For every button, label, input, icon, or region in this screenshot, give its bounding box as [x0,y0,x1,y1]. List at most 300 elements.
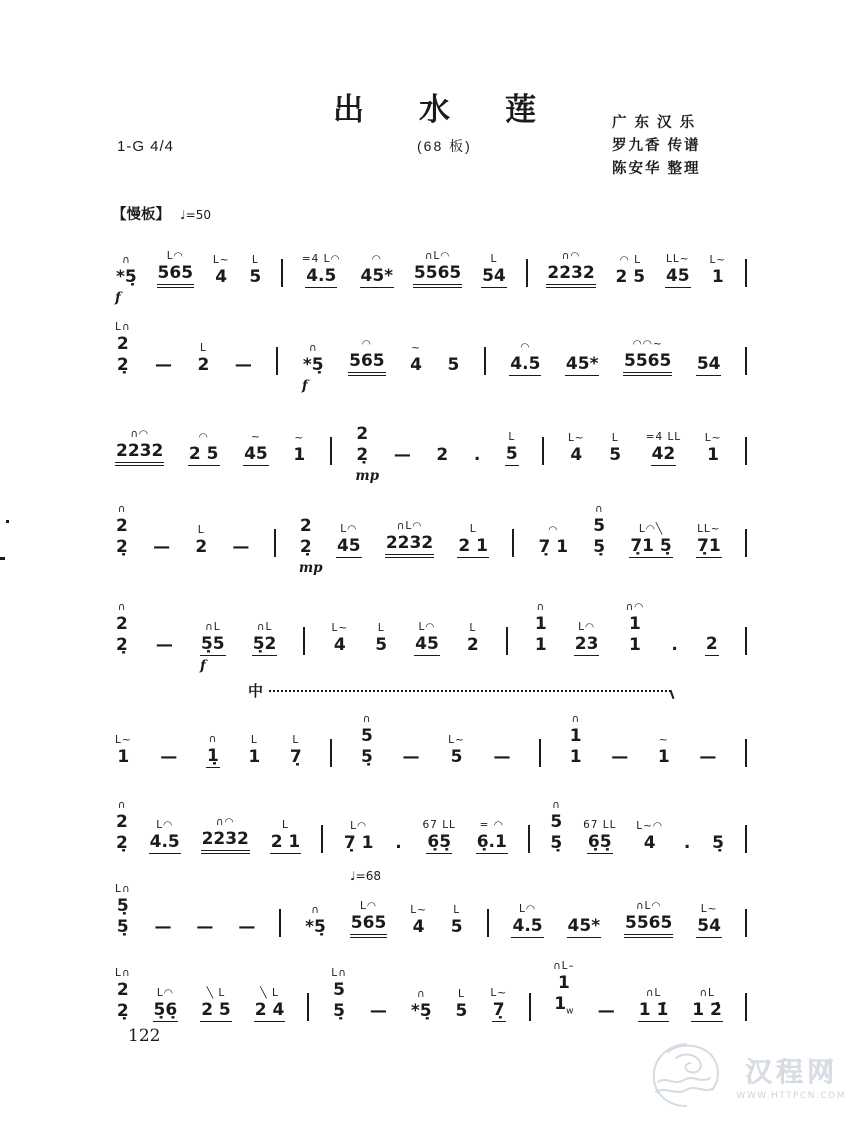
barline [303,627,305,656]
note-number: 4 [643,833,656,853]
note-number: 5 [249,267,262,287]
note-group [583,818,616,854]
note-number: 4 [333,635,346,655]
note-number: 5 [450,917,463,937]
note-group [511,902,543,938]
barline [526,259,528,288]
note-number: 1̣ [206,746,219,766]
note-group [115,882,131,938]
note-group [270,818,302,854]
chord-upper-note [115,966,131,1001]
note-number: 5̣ [550,833,563,853]
note-number: 4.5 [512,916,543,936]
ornament-annotation: ∩ [208,733,218,745]
dynamic-marking: f [115,290,121,306]
note-group [414,620,440,656]
ornament-annotation: ∩ [308,342,318,354]
section-tempo-label: 【慢板】 [112,207,170,223]
note-number: 7̣ 1 [538,537,569,557]
note-group [304,903,327,938]
note-number: — [597,1001,615,1021]
note-group [348,337,386,376]
note-group [592,502,606,558]
barline-stroke [279,909,281,937]
note-number: 42 [651,444,676,464]
score-system-8 [115,852,747,938]
barline-stroke [745,529,747,557]
note-group [343,819,375,854]
ornament-annotation: ∩ [571,713,580,725]
note-number: 5 [361,726,373,746]
note-number: 1 [534,635,547,655]
ornament-annotation: L∩ [115,967,131,979]
note-group [546,249,595,288]
note-group [194,523,208,558]
note-group [153,986,179,1022]
credit-line-transmitter: 罗九香 传谱 [612,138,701,154]
barline [542,437,544,466]
ornament-annotation: L [251,254,259,266]
note-number: *5̣ [302,355,324,375]
ornament-annotation: L~ [709,254,727,266]
credit-line-origin: 广 东 汉 乐 [612,115,697,131]
note-group [213,253,230,288]
note-number: 5̣6̣ [153,1000,178,1020]
ornament-annotation: ∩L◠ [635,900,662,912]
note-group [450,903,464,938]
note-group [302,252,341,288]
note-number: 5565 [413,263,462,288]
note-group [298,516,323,576]
ornament-annotation: L◠╲ [638,523,664,535]
note-number: 6̣5̣ [427,832,452,852]
ornament-annotation: ∩ [416,988,426,1000]
note-group [199,620,226,674]
middle-section-label: 中 [248,683,264,700]
note-number: 5 [375,635,388,655]
note-number: 1 [117,747,130,767]
note-number: 565 [157,263,195,288]
note-number: 5̣ [333,1001,345,1021]
ornament-annotation: L [469,523,477,535]
note-group [289,733,303,768]
note-number: 2 [116,980,129,1000]
chord-upper-note [331,966,347,1001]
note-number: 1 [711,267,724,287]
chord-upper-note [360,712,374,747]
ornament-annotation: L~ [331,622,349,634]
barline-stroke [542,437,544,465]
note-group [698,747,717,768]
ornament-annotation: L∩ [115,321,131,333]
note-number: 1 [569,726,582,746]
note-group [623,337,672,376]
note-group [567,916,602,938]
note-group [234,355,253,376]
barline [279,909,281,938]
barline [281,259,283,288]
note-group [243,430,269,466]
barline-stroke [274,529,276,557]
key-signature: 1-G 4/4 [117,138,175,155]
barline [307,993,309,1022]
ornament-annotation: ∩ [117,799,127,811]
chord-upper-note [115,600,129,635]
note-number: 1 [628,635,641,655]
ornament-annotation: ∩L [256,621,273,633]
note-number: 565 [350,913,388,938]
note-number: 2 [466,635,479,655]
dynamic-marking: f [199,658,206,674]
note-number: 2232 [115,441,164,466]
ornament-annotation: ∩ [311,904,320,916]
note-group [115,966,131,1022]
note-number: 1 [534,614,547,634]
scan-speck [0,557,5,560]
note-number: 2̣ [116,537,128,557]
note-group [705,634,719,656]
note-group [374,621,388,656]
note-group [153,917,172,938]
note-group [350,899,388,938]
note-group [394,833,402,854]
barline-stroke [745,993,747,1021]
note-number: . [671,635,678,655]
note-group [410,903,427,938]
ornament-annotation: L [453,904,461,916]
chord-upper-note [115,502,129,537]
note-number: 6̣5̣ [587,832,612,852]
barline [276,347,278,376]
ornament-annotation: ∩◠ [625,601,645,613]
ornament-annotation: ∩L– [552,959,575,972]
barline-stroke [512,529,514,557]
note-group [410,987,433,1022]
chord-upper-note [355,424,369,445]
note-number: 2 [195,537,208,557]
ornament-annotation: L◠ [340,523,358,535]
note-number: 5̣2 [252,634,277,654]
note-group [292,431,306,466]
note-number: . [395,833,402,853]
barline-stroke [484,347,486,375]
ornament-annotation: =4 L◠ [301,253,341,265]
note-number: — [160,747,178,767]
note-group [115,798,129,854]
barline-stroke [487,909,489,937]
ornament-annotation: L◠ [519,903,537,915]
ornament-annotation: L [377,622,385,634]
note-group [568,431,585,466]
chord-upper-note [569,712,583,747]
note-number: 5 [593,516,606,536]
note-number: 1 [657,747,670,767]
barline [529,993,531,1022]
note-number: 2 1 [458,536,488,556]
ornament-annotation: L [250,734,258,746]
note-number: 4 [215,267,228,287]
ornament-annotation: ∩ [117,601,127,613]
ornament-annotation: ∩ [552,799,561,811]
barline-stroke [745,909,747,937]
note-number: 6̣.1 [476,832,507,852]
barline-stroke [526,259,528,287]
barline-stroke [528,825,530,853]
barline-stroke [745,437,747,465]
note-group [638,986,670,1022]
note-group [473,445,481,466]
credit-line-arranger: 陈安华 整理 [612,161,701,177]
note-group [665,252,691,288]
ornament-annotation: L [508,431,516,443]
ornament-annotation: ~ [251,431,261,443]
ornament-annotation: ∩L [699,987,715,999]
note-number: 4.5 [306,266,337,286]
barline [745,909,747,938]
barline-stroke [307,993,309,1021]
note-number: . [683,833,691,853]
ornament-annotation: L [197,524,205,536]
barline [745,347,747,376]
note-number: 1 2̇ [692,1000,722,1020]
note-number: 5 [505,444,518,464]
ornament-annotation: L~ [700,903,718,915]
note-number: 2 1 [270,832,301,852]
bpm-label: ♩=50 [180,208,211,222]
barline [330,739,332,768]
ornament-annotation: L~ [567,432,585,444]
barline-stroke [745,739,747,767]
note-number: 2 [116,334,129,354]
barline [745,259,747,288]
watermark-site-url: WWW.HTTPCN.COM [736,1090,846,1101]
barline [506,627,508,656]
score-system-4 [115,472,747,576]
barline-stroke [330,739,332,767]
barline [745,437,747,466]
ornament-annotation: ~ [411,342,421,354]
note-number: 5̣ [116,917,129,937]
ornament-annotation: ∩ [122,254,131,266]
ornament-annotation: ◠ [198,431,209,443]
ornament-annotation: L◠ [578,621,596,633]
ornament-annotation: ◠ [520,341,531,353]
note-number: 1 1̇ [638,1000,669,1020]
ornament-annotation: ~ [658,734,669,746]
note-group [197,341,211,376]
note-number: 2 [299,516,312,536]
note-number: 2̣ [116,833,128,853]
ornament-annotation: 67 LL [583,819,617,831]
note-number: 5 [450,747,463,767]
note-group [115,320,131,376]
note-number: 45* [567,916,601,936]
note-group [549,798,563,854]
ornament-annotation: ∩L [645,987,662,999]
note-group [455,987,469,1022]
note-number: 5̣ [116,896,129,916]
ornament-annotation: L~ [410,904,427,916]
bpm-label-2: ♩=68 [350,869,381,883]
note-number: 2232 [385,533,434,558]
note-number: 5̣ [712,833,724,853]
barline [745,825,747,854]
note-group [696,522,722,558]
ornament-annotation: ∩ [594,503,604,515]
note-number: 2232 [201,829,250,854]
note-number: 2 [116,812,128,832]
note-number: 2 [436,445,449,465]
note-group [476,818,508,854]
ornament-annotation: L~ [448,734,465,746]
note-number: 5̣ [361,747,373,767]
barline-stroke [745,347,747,375]
barline [321,825,323,854]
ornament-annotation: ∩L◠ [424,250,451,262]
note-number: 1 [707,445,719,465]
note-number: 45* [360,266,394,286]
ornament-annotation: L [490,253,498,265]
chord-upper-note [115,798,129,833]
barline-stroke [506,627,508,655]
note-number: — [155,355,173,375]
note-number: — [232,537,250,557]
note-group [336,522,362,558]
note-group [360,252,395,288]
ornament-annotation: 67 LL [422,819,456,831]
note-number: 4.5 [149,832,180,852]
note-group [696,354,722,376]
ornament-annotation: ∩◠ [130,428,150,440]
note-group [115,502,129,558]
note-number: 2 [356,424,369,444]
note-group [636,819,663,854]
ornament-annotation: =4 LL [645,431,682,443]
note-group [625,600,644,656]
ornament-annotation: L [292,734,300,746]
note-group [301,341,325,394]
page-title: 出水莲 [333,92,591,127]
ornament-suffix: w [566,1006,574,1016]
note-number: 1 [628,614,641,634]
note-group [393,445,412,466]
note-number: 2 5 [201,1000,231,1020]
ornament-annotation: ~ [294,432,305,444]
note-group [615,253,647,288]
ornament-annotation: = ◠ [479,819,504,831]
note-number: 2̣ [116,355,129,375]
note-group [157,249,195,288]
barline-stroke [303,627,305,655]
note-number: *5̣ [305,917,326,937]
note-number: 5 [447,355,460,375]
note-number: 1 [293,445,306,465]
ornament-annotation: L~ [212,254,230,266]
note-number: 5̣ [593,537,606,557]
chord-upper-note [549,798,563,833]
note-group [696,902,722,938]
score-system-3 [115,380,747,484]
score-system-6 [115,682,747,768]
ornament-annotation: ∩◠ [215,816,235,828]
note-number: 5 [333,980,345,1000]
note-number: — [402,747,420,767]
note-group [657,733,671,768]
note-number: 45 [415,634,439,654]
note-group [254,986,286,1022]
note-group [188,430,220,466]
note-group [691,986,723,1022]
note-group [155,635,174,656]
note-group [332,621,349,656]
page-number: 122 [128,1026,161,1046]
barline [274,529,276,558]
barline-stroke [745,627,747,655]
credits-block [612,112,701,181]
note-number: 5565 [623,351,672,376]
note-group [159,747,178,768]
note-number: *5̣ [410,1001,432,1021]
note-group [553,959,575,1022]
ornament-annotation: L◠ [156,987,174,999]
note-group [355,424,380,484]
note-number: 2 [116,516,128,536]
ornament-annotation: ◠ [361,338,372,350]
note-number: 4 [570,445,583,465]
barline [330,437,332,466]
note-number: — [369,1001,387,1021]
barline [484,347,486,376]
note-group [154,355,173,376]
note-group [705,431,722,466]
chord-upper-note [625,600,644,635]
ornament-annotation: ∩L◠ [396,520,423,532]
note-number: 7̣1 [696,536,721,556]
note-number: 7̣1 5̣ [630,536,672,556]
note-group [200,986,232,1022]
note-group [237,917,256,938]
ornament-annotation: ∩ [117,503,127,515]
note-group [201,815,250,854]
barline [745,529,747,558]
ornament-annotation: ∩◠ [561,250,581,262]
barline-stroke [529,993,531,1021]
ornament-annotation: L [200,342,207,354]
note-number: 2 [705,634,718,654]
barline-stroke [539,739,541,767]
note-number: 1 [248,747,261,767]
note-number: 2̣ [299,537,312,557]
ornament-annotation: L [469,622,477,634]
ornament-annotation: L~◠ [636,820,664,832]
note-number: 54 [482,266,506,286]
note-group [409,341,423,376]
barline-stroke [745,259,747,287]
barline-stroke [276,347,278,375]
note-group [709,253,726,288]
ornament-annotation: ╲ L [260,987,279,999]
note-group [152,537,171,558]
chord-upper-note [299,516,313,537]
barline-stroke [745,825,747,853]
note-number: — [153,537,171,557]
note-number: 7̣ 1 [343,833,374,853]
note-number: — [699,747,717,767]
ornament-annotation: ◠ [548,524,559,536]
note-number: *5̣ [116,267,137,287]
note-group [565,354,600,376]
score-system-7 [115,768,747,854]
